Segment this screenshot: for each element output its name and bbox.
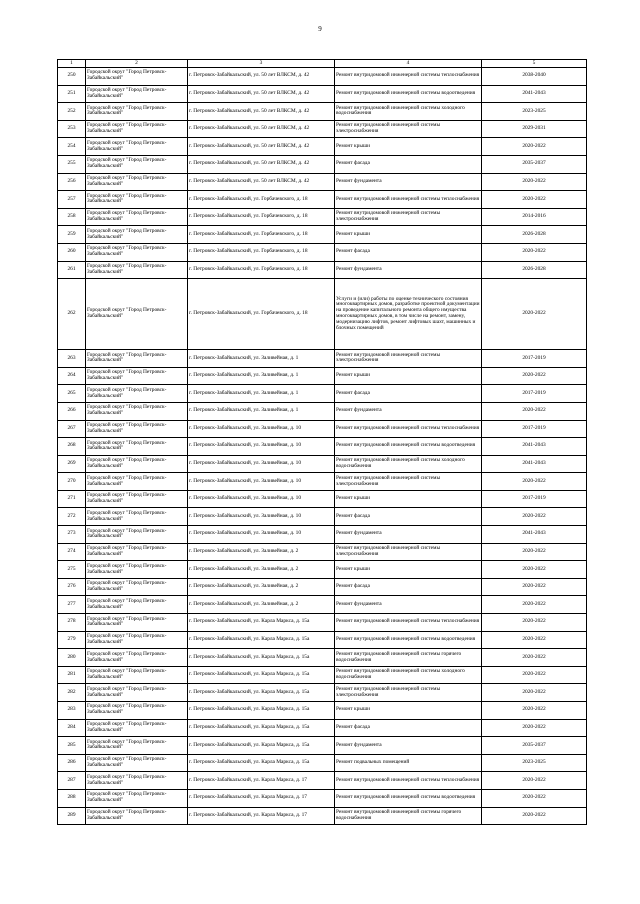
- municipality-cell: Городской округ "Город Петровск-Забайкальский": [86, 649, 188, 667]
- row-number-cell: 286: [58, 754, 86, 772]
- municipality-cell: Городской округ "Город Петровск-Забайкальский": [86, 138, 188, 156]
- row-number-cell: 257: [58, 191, 86, 209]
- table-row: [58, 173, 587, 191]
- municipality-cell: Городской округ "Город Петровск-Забайкальский": [86, 578, 188, 596]
- header-row: [58, 60, 587, 68]
- address-cell: г. Петровск-Забайкальский, ул. Карла Маркса, д. 15а: [188, 649, 335, 667]
- municipality-cell: Городской округ "Город Петровск-Забайкальский": [86, 68, 188, 86]
- row-number-cell: 272: [58, 508, 86, 526]
- work-type-cell: Ремонт внутридомовой инженерной системы водоотведения: [335, 789, 482, 807]
- table-row: [58, 455, 587, 473]
- period-cell: 2020-2022: [482, 789, 587, 807]
- work-type-cell: Ремонт внутридомовой инженерной системы электроснабжения: [335, 543, 482, 561]
- address-cell: г. Петровск-Забайкальский, ул. Заливейная, д. 10: [188, 490, 335, 508]
- work-type-cell: Услуги и (или) работы по оценке технического состояния многоквартирных домов, разработке проектной документации на проведение капитального ремонта общего имущества многоквартирных домов, в том числе на ремонт, замену, модернизацию лифтов, ремонт лифтовых шахт, машинных и блочных помещений: [335, 279, 482, 350]
- table-row: [58, 684, 587, 702]
- municipality-cell: Городской округ "Город Петровск-Забайкальский": [86, 155, 188, 173]
- municipality-cell: Городской округ "Город Петровск-Забайкальский": [86, 261, 188, 279]
- address-cell: г. Петровск-Забайкальский, ул. 50 лет ВЛКСМ, д. 42: [188, 120, 335, 138]
- period-cell: 2020-2022: [482, 279, 587, 350]
- municipality-cell: Городской округ "Город Петровск-Забайкальский": [86, 508, 188, 526]
- municipality-cell: Городской округ "Город Петровск-Забайкальский": [86, 754, 188, 772]
- table-row: [58, 385, 587, 403]
- address-cell: г. Петровск-Забайкальский, ул. Горбачевского, д. 18: [188, 243, 335, 261]
- period-cell: 2020-2022: [482, 561, 587, 579]
- address-cell: г. Петровск-Забайкальский, ул. Карла Маркса, д. 15а: [188, 614, 335, 632]
- work-type-cell: Ремонт внутридомовой инженерной системы электроснабжения: [335, 120, 482, 138]
- table-row: [58, 666, 587, 684]
- work-type-cell: Ремонт внутридомовой инженерной системы водоотведения: [335, 438, 482, 456]
- period-cell: 2020-2022: [482, 649, 587, 667]
- row-number-cell: 282: [58, 684, 86, 702]
- work-type-cell: Ремонт фундамента: [335, 526, 482, 544]
- table-row: [58, 561, 587, 579]
- row-number-cell: 278: [58, 614, 86, 632]
- municipality-cell: Городской округ "Город Петровск-Забайкальский": [86, 438, 188, 456]
- address-cell: г. Петровск-Забайкальский, ул. Карла Маркса, д. 15а: [188, 737, 335, 755]
- address-cell: г. Петровск-Забайкальский, ул. Заливейная, д. 2: [188, 596, 335, 614]
- table-row: [58, 614, 587, 632]
- work-type-cell: Ремонт внутридомовой инженерной системы водоотведения: [335, 85, 482, 103]
- row-number-cell: 285: [58, 737, 86, 755]
- work-type-cell: Ремонт крыши: [335, 226, 482, 244]
- address-cell: г. Петровск-Забайкальский, ул. Горбачевского, д. 18: [188, 191, 335, 209]
- period-cell: 2041-2043: [482, 438, 587, 456]
- address-cell: г. Петровск-Забайкальский, ул. Заливейная, д. 10: [188, 526, 335, 544]
- period-cell: 2020-2022: [482, 772, 587, 790]
- period-cell: 2020-2022: [482, 666, 587, 684]
- row-number-cell: 274: [58, 543, 86, 561]
- period-cell: 2020-2022: [482, 138, 587, 156]
- municipality-cell: Городской округ "Город Петровск-Забайкальский": [86, 243, 188, 261]
- row-number-cell: 258: [58, 208, 86, 226]
- municipality-cell: Городской округ "Город Петровск-Забайкальский": [86, 173, 188, 191]
- municipality-cell: Городской округ "Город Петровск-Забайкальский": [86, 614, 188, 632]
- table-row: [58, 702, 587, 720]
- work-type-cell: Ремонт внутридомовой инженерной системы горячего водоснабжения: [335, 807, 482, 825]
- work-type-cell: Ремонт крыши: [335, 138, 482, 156]
- municipality-cell: Городской округ "Город Петровск-Забайкальский": [86, 490, 188, 508]
- period-cell: 2020-2022: [482, 719, 587, 737]
- row-number-cell: 265: [58, 385, 86, 403]
- municipality-cell: Городской округ "Город Петровск-Забайкальский": [86, 666, 188, 684]
- municipality-cell: Городской округ "Город Петровск-Забайкальский": [86, 807, 188, 825]
- address-cell: г. Петровск-Забайкальский, ул. Заливейная, д. 1: [188, 402, 335, 420]
- column-header: 2: [86, 60, 188, 68]
- row-number-cell: 279: [58, 631, 86, 649]
- municipality-cell: Городской округ "Город Петровск-Забайкальский": [86, 473, 188, 491]
- address-cell: г. Петровск-Забайкальский, ул. Заливейная, д. 2: [188, 561, 335, 579]
- period-cell: 2023-2025: [482, 103, 587, 121]
- row-number-cell: 264: [58, 367, 86, 385]
- table-row: [58, 719, 587, 737]
- work-type-cell: Ремонт крыши: [335, 490, 482, 508]
- row-number-cell: 284: [58, 719, 86, 737]
- table-row: [58, 350, 587, 368]
- address-cell: г. Петровск-Забайкальский, ул. Заливейная, д. 2: [188, 578, 335, 596]
- period-cell: 2020-2022: [482, 807, 587, 825]
- table-row: [58, 243, 587, 261]
- work-type-cell: Ремонт крыши: [335, 367, 482, 385]
- period-cell: 2026-2028: [482, 261, 587, 279]
- row-number-cell: 259: [58, 226, 86, 244]
- table-row: [58, 120, 587, 138]
- work-type-cell: Ремонт внутридомовой инженерной системы электроснабжения: [335, 208, 482, 226]
- work-type-cell: Ремонт фундамента: [335, 737, 482, 755]
- period-cell: 2014-2016: [482, 208, 587, 226]
- capital-repair-table: [57, 59, 587, 825]
- municipality-cell: Городской округ "Город Петровск-Забайкальский": [86, 402, 188, 420]
- work-type-cell: Ремонт подвальных помещений: [335, 754, 482, 772]
- work-type-cell: Ремонт внутридомовой инженерной системы электроснабжения: [335, 473, 482, 491]
- work-type-cell: Ремонт внутридомовой инженерной системы холодного водоснабжения: [335, 455, 482, 473]
- work-type-cell: Ремонт крыши: [335, 561, 482, 579]
- row-number-cell: 270: [58, 473, 86, 491]
- period-cell: 2023-2025: [482, 754, 587, 772]
- row-number-cell: 266: [58, 402, 86, 420]
- table-row: [58, 473, 587, 491]
- row-number-cell: 280: [58, 649, 86, 667]
- address-cell: г. Петровск-Забайкальский, ул. 50 лет ВЛКСМ, д. 42: [188, 155, 335, 173]
- address-cell: г. Петровск-Забайкальский, ул. Карла Маркса, д. 15а: [188, 666, 335, 684]
- row-number-cell: 253: [58, 120, 86, 138]
- table-row: [58, 508, 587, 526]
- table-row: [58, 631, 587, 649]
- municipality-cell: Городской округ "Город Петровск-Забайкальский": [86, 367, 188, 385]
- table-row: [58, 208, 587, 226]
- period-cell: 2020-2022: [482, 702, 587, 720]
- address-cell: г. Петровск-Забайкальский, ул. Карла Маркса, д. 15а: [188, 631, 335, 649]
- work-type-cell: Ремонт фундамента: [335, 173, 482, 191]
- table-row: [58, 438, 587, 456]
- period-cell: 2020-2022: [482, 631, 587, 649]
- table-row: [58, 68, 587, 86]
- table-row: [58, 807, 587, 825]
- work-type-cell: Ремонт внутридомовой инженерной системы теплоснабжения: [335, 614, 482, 632]
- period-cell: 2020-2022: [482, 543, 587, 561]
- period-cell: 2020-2022: [482, 402, 587, 420]
- row-number-cell: 275: [58, 561, 86, 579]
- address-cell: г. Петровск-Забайкальский, ул. Заливейная, д. 10: [188, 438, 335, 456]
- period-cell: 2020-2022: [482, 173, 587, 191]
- row-number-cell: 250: [58, 68, 86, 86]
- address-cell: г. Петровск-Забайкальский, ул. 50 лет ВЛКСМ, д. 42: [188, 173, 335, 191]
- row-number-cell: 273: [58, 526, 86, 544]
- address-cell: г. Петровск-Забайкальский, ул. Карла Маркса, д. 15а: [188, 754, 335, 772]
- municipality-cell: Городской округ "Город Петровск-Забайкальский": [86, 561, 188, 579]
- work-type-cell: Ремонт внутридомовой инженерной системы теплоснабжения: [335, 191, 482, 209]
- table-row: [58, 649, 587, 667]
- row-number-cell: 267: [58, 420, 86, 438]
- work-type-cell: Ремонт фасада: [335, 243, 482, 261]
- table-row: [58, 596, 587, 614]
- row-number-cell: 281: [58, 666, 86, 684]
- period-cell: 2035-2037: [482, 155, 587, 173]
- address-cell: г. Петровск-Забайкальский, ул. Заливейная, д. 2: [188, 543, 335, 561]
- row-number-cell: 268: [58, 438, 86, 456]
- work-type-cell: Ремонт фасада: [335, 578, 482, 596]
- work-type-cell: Ремонт фасада: [335, 385, 482, 403]
- table-row: [58, 261, 587, 279]
- work-type-cell: Ремонт фундамента: [335, 402, 482, 420]
- row-number-cell: 260: [58, 243, 86, 261]
- table-row: [58, 191, 587, 209]
- row-number-cell: 271: [58, 490, 86, 508]
- work-type-cell: Ремонт внутридомовой инженерной системы горячего водоснабжения: [335, 649, 482, 667]
- address-cell: г. Петровск-Забайкальский, ул. Заливейная, д. 1: [188, 350, 335, 368]
- row-number-cell: 262: [58, 279, 86, 350]
- row-number-cell: 252: [58, 103, 86, 121]
- work-type-cell: Ремонт внутридомовой инженерной системы холодного водоснабжения: [335, 103, 482, 121]
- period-cell: 2041-2043: [482, 85, 587, 103]
- work-type-cell: Ремонт внутридомовой инженерной системы водоотведения: [335, 631, 482, 649]
- municipality-cell: Городской округ "Город Петровск-Забайкальский": [86, 526, 188, 544]
- municipality-cell: Городской округ "Город Петровск-Забайкальский": [86, 543, 188, 561]
- period-cell: 2041-2043: [482, 526, 587, 544]
- row-number-cell: 254: [58, 138, 86, 156]
- address-cell: г. Петровск-Забайкальский, ул. Горбачевского, д. 18: [188, 226, 335, 244]
- work-type-cell: Ремонт фасада: [335, 719, 482, 737]
- table-row: [58, 138, 587, 156]
- row-number-cell: 269: [58, 455, 86, 473]
- municipality-cell: Городской округ "Город Петровск-Забайкальский": [86, 385, 188, 403]
- municipality-cell: Городской округ "Город Петровск-Забайкальский": [86, 191, 188, 209]
- table-row: [58, 772, 587, 790]
- row-number-cell: 261: [58, 261, 86, 279]
- column-header: 4: [335, 60, 482, 68]
- municipality-cell: Городской округ "Город Петровск-Забайкальский": [86, 737, 188, 755]
- municipality-cell: Городской округ "Город Петровск-Забайкальский": [86, 702, 188, 720]
- address-cell: г. Петровск-Забайкальский, ул. Карла Маркса, д. 15а: [188, 719, 335, 737]
- municipality-cell: Городской округ "Город Петровск-Забайкальский": [86, 279, 188, 350]
- address-cell: г. Петровск-Забайкальский, ул. Заливейная, д. 10: [188, 508, 335, 526]
- row-number-cell: 263: [58, 350, 86, 368]
- period-cell: 2017-2019: [482, 385, 587, 403]
- column-header: 5: [482, 60, 587, 68]
- work-type-cell: Ремонт фундамента: [335, 596, 482, 614]
- work-type-cell: Ремонт внутридомовой инженерной системы электроснабжения: [335, 684, 482, 702]
- municipality-cell: Городской округ "Город Петровск-Забайкальский": [86, 596, 188, 614]
- period-cell: 2029-2031: [482, 120, 587, 138]
- row-number-cell: 251: [58, 85, 86, 103]
- address-cell: г. Петровск-Забайкальский, ул. 50 лет ВЛКСМ, д. 42: [188, 68, 335, 86]
- address-cell: г. Петровск-Забайкальский, ул. Заливейная, д. 10: [188, 420, 335, 438]
- municipality-cell: Городской округ "Город Петровск-Забайкальский": [86, 350, 188, 368]
- address-cell: г. Петровск-Забайкальский, ул. Карла Маркса, д. 17: [188, 789, 335, 807]
- table-row: [58, 789, 587, 807]
- municipality-cell: Городской округ "Город Петровск-Забайкальский": [86, 719, 188, 737]
- period-cell: 2020-2022: [482, 473, 587, 491]
- row-number-cell: 256: [58, 173, 86, 191]
- table-row: [58, 279, 587, 350]
- period-cell: 2017-2019: [482, 420, 587, 438]
- table-row: [58, 155, 587, 173]
- row-number-cell: 287: [58, 772, 86, 790]
- municipality-cell: Городской округ "Город Петровск-Забайкальский": [86, 455, 188, 473]
- period-cell: 2020-2022: [482, 596, 587, 614]
- table-row: [58, 367, 587, 385]
- period-cell: 2020-2022: [482, 684, 587, 702]
- address-cell: г. Петровск-Забайкальский, ул. Заливейная, д. 10: [188, 473, 335, 491]
- table-row: [58, 85, 587, 103]
- work-type-cell: Ремонт внутридомовой инженерной системы теплоснабжения: [335, 772, 482, 790]
- address-cell: г. Петровск-Забайкальский, ул. Заливейная, д. 1: [188, 385, 335, 403]
- work-type-cell: Ремонт внутридомовой инженерной системы электроснабжения: [335, 350, 482, 368]
- period-cell: 2017-2019: [482, 490, 587, 508]
- address-cell: г. Петровск-Забайкальский, ул. 50 лет ВЛКСМ, д. 42: [188, 138, 335, 156]
- table-body: [58, 68, 587, 825]
- column-header: 1: [58, 60, 86, 68]
- work-type-cell: Ремонт фундамента: [335, 261, 482, 279]
- table-row: [58, 420, 587, 438]
- row-number-cell: 283: [58, 702, 86, 720]
- row-number-cell: 289: [58, 807, 86, 825]
- period-cell: 2020-2022: [482, 243, 587, 261]
- work-type-cell: Ремонт фасада: [335, 155, 482, 173]
- table-row: [58, 490, 587, 508]
- period-cell: 2020-2022: [482, 367, 587, 385]
- address-cell: г. Петровск-Забайкальский, ул. Карла Маркса, д. 15а: [188, 702, 335, 720]
- column-header: 3: [188, 60, 335, 68]
- table-row: [58, 226, 587, 244]
- municipality-cell: Городской округ "Город Петровск-Забайкальский": [86, 226, 188, 244]
- address-cell: г. Петровск-Забайкальский, ул. 50 лет ВЛКСМ, д. 42: [188, 85, 335, 103]
- address-cell: г. Петровск-Забайкальский, ул. Заливейная, д. 1: [188, 367, 335, 385]
- period-cell: 2026-2028: [482, 226, 587, 244]
- municipality-cell: Городской округ "Город Петровск-Забайкальский": [86, 789, 188, 807]
- work-type-cell: Ремонт внутридомовой инженерной системы холодного водоснабжения: [335, 666, 482, 684]
- municipality-cell: Городской округ "Город Петровск-Забайкальский": [86, 684, 188, 702]
- row-number-cell: 276: [58, 578, 86, 596]
- period-cell: 2035-2037: [482, 737, 587, 755]
- period-cell: 2041-2043: [482, 455, 587, 473]
- table-row: [58, 578, 587, 596]
- work-type-cell: Ремонт внутридомовой инженерной системы теплоснабжения: [335, 68, 482, 86]
- address-cell: г. Петровск-Забайкальский, ул. Карла Маркса, д. 15а: [188, 684, 335, 702]
- period-cell: 2020-2022: [482, 614, 587, 632]
- municipality-cell: Городской округ "Город Петровск-Забайкальский": [86, 420, 188, 438]
- period-cell: 2020-2022: [482, 191, 587, 209]
- municipality-cell: Городской округ "Город Петровск-Забайкальский": [86, 120, 188, 138]
- address-cell: г. Петровск-Забайкальский, ул. Карла Маркса, д. 17: [188, 807, 335, 825]
- municipality-cell: Городской округ "Город Петровск-Забайкальский": [86, 103, 188, 121]
- table-row: [58, 103, 587, 121]
- row-number-cell: 277: [58, 596, 86, 614]
- municipality-cell: Городской округ "Город Петровск-Забайкальский": [86, 772, 188, 790]
- table-row: [58, 737, 587, 755]
- row-number-cell: 255: [58, 155, 86, 173]
- address-cell: г. Петровск-Забайкальский, ул. Горбачевского, д. 18: [188, 261, 335, 279]
- work-type-cell: Ремонт внутридомовой инженерной системы теплоснабжения: [335, 420, 482, 438]
- page-number: 9: [318, 25, 322, 33]
- address-cell: г. Петровск-Забайкальский, ул. Заливейная, д. 10: [188, 455, 335, 473]
- work-type-cell: Ремонт фасада: [335, 508, 482, 526]
- address-cell: г. Петровск-Забайкальский, ул. 50 лет ВЛКСМ, д. 42: [188, 103, 335, 121]
- municipality-cell: Городской округ "Город Петровск-Забайкальский": [86, 85, 188, 103]
- period-cell: 2017-2019: [482, 350, 587, 368]
- period-cell: 2020-2022: [482, 578, 587, 596]
- municipality-cell: Городской округ "Город Петровск-Забайкальский": [86, 208, 188, 226]
- period-cell: 2038-2040: [482, 68, 587, 86]
- municipality-cell: Городской округ "Город Петровск-Забайкальский": [86, 631, 188, 649]
- table-row: [58, 754, 587, 772]
- row-number-cell: 288: [58, 789, 86, 807]
- table-row: [58, 402, 587, 420]
- address-cell: г. Петровск-Забайкальский, ул. Горбачевского, д. 18: [188, 208, 335, 226]
- period-cell: 2020-2022: [482, 508, 587, 526]
- work-type-cell: Ремонт крыши: [335, 702, 482, 720]
- table-row: [58, 543, 587, 561]
- address-cell: г. Петровск-Забайкальский, ул. Горбачевского, д. 18: [188, 279, 335, 350]
- address-cell: г. Петровск-Забайкальский, ул. Карла Маркса, д. 17: [188, 772, 335, 790]
- table-row: [58, 526, 587, 544]
